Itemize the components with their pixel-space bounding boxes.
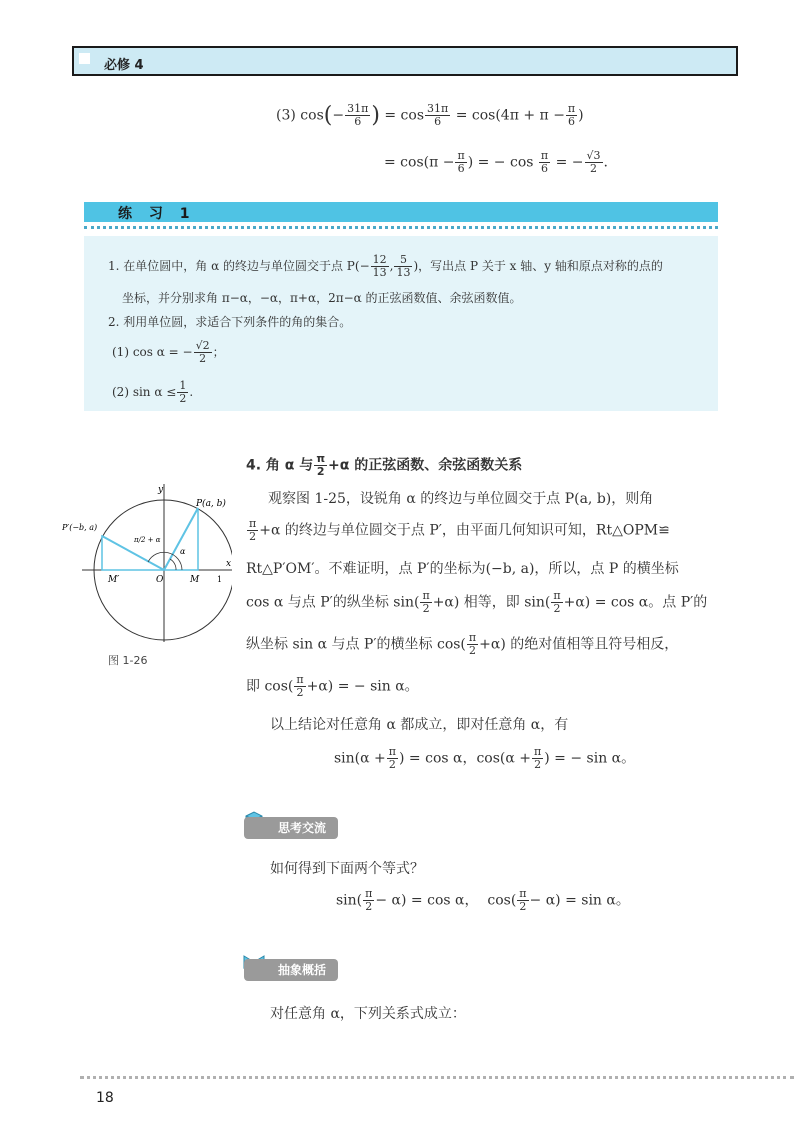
- frac-den: 2: [553, 602, 561, 615]
- think-question: 如何得到下面两个等式？: [270, 861, 424, 877]
- frac-num: π: [316, 452, 326, 465]
- q1-text: 1. 在单位圆中，角 α 的终边与单位圆交于点 P(−: [108, 259, 370, 273]
- frac-num: 12: [372, 253, 387, 266]
- label-one: 1: [217, 575, 223, 584]
- frac-den: 2: [365, 900, 373, 913]
- label-M: M: [190, 575, 200, 585]
- frac-num: π: [457, 149, 465, 162]
- frac-num: 31π: [427, 102, 449, 115]
- label-alpha: α: [180, 547, 186, 556]
- label-angle: π/2 + α: [134, 536, 161, 544]
- frac-num: π: [468, 631, 477, 644]
- q2-text: (2) sin α ≤: [112, 385, 177, 399]
- unit-circle-figure: [62, 482, 232, 642]
- frac-num: π: [540, 149, 549, 162]
- period: .: [603, 154, 608, 171]
- label-x: x: [226, 559, 232, 569]
- frac-den: 2: [249, 530, 257, 543]
- para-text: +α) = − sin α。: [306, 678, 419, 695]
- example-label: (3): [276, 107, 296, 124]
- frac-num: π: [388, 745, 397, 758]
- close-paren: ): [578, 107, 584, 124]
- punct: .: [189, 385, 194, 399]
- frac-num: √3: [586, 149, 601, 162]
- q1-text: )，写出点 P 关于 x 轴、y 轴和原点对称的点的: [413, 259, 663, 273]
- paren: ): [371, 103, 380, 128]
- frac-num: 5: [394, 254, 412, 267]
- fraction: [420, 590, 431, 615]
- frac-den: 2: [519, 900, 527, 913]
- para-text: cos α 与点 P′的纵坐标 sin(: [246, 594, 420, 611]
- example-mid: = cos: [384, 107, 425, 124]
- para-line-2: [246, 518, 670, 543]
- para-line-4: [246, 590, 707, 615]
- fraction: [177, 380, 188, 405]
- example-part: = −: [555, 154, 584, 171]
- title-text: 4. 角 α 与: [246, 457, 314, 474]
- exercise-q1-line1: [108, 254, 663, 279]
- fraction: [517, 888, 528, 913]
- fraction: [425, 103, 450, 128]
- fraction: [314, 453, 327, 478]
- figure-caption: 图 1-26: [108, 654, 148, 667]
- exercise-q2: 2. 利用单位圆，求适合下列条件的角的集合。: [108, 315, 352, 329]
- example-line-2: [384, 150, 608, 175]
- para-text: +α) = cos α。点 P′的: [563, 594, 708, 611]
- frac-den: 2: [179, 392, 187, 405]
- para-text: +α 的终边与单位圆交于点 P′，由平面几何知识可知，Rt△OPM≌: [259, 522, 670, 539]
- para-line-7: 以上结论对任意角 α 都成立，即对任意角 α，有: [270, 717, 569, 733]
- summary-badge: 抽象概括: [244, 959, 338, 981]
- exercise-title: 练 习 1: [118, 206, 196, 222]
- para-text: 即 cos(: [246, 678, 294, 695]
- summary-text: 对任意角 α，下列关系式成立：: [270, 1006, 466, 1022]
- exercise-dotted-divider: [84, 226, 718, 229]
- frac-num: π: [567, 102, 576, 115]
- frac-num: √2: [195, 339, 210, 352]
- exercise-q2-2: [112, 380, 193, 405]
- frac-den: 2: [422, 602, 430, 615]
- frac-den: 2: [534, 758, 542, 771]
- title-text: +α 的正弦函数、余弦函数关系: [328, 457, 523, 474]
- para-line-5: [246, 632, 678, 657]
- frac-den: 6: [434, 115, 442, 128]
- punct: ；: [212, 345, 225, 359]
- formula-text: ) = cos α，cos(α +: [399, 750, 532, 767]
- formula-line: [334, 746, 635, 771]
- ray-OP: [164, 508, 198, 570]
- frac-num: π: [534, 745, 542, 758]
- exercise-q2-1: [112, 340, 225, 365]
- example-lhs-fn: cos: [300, 107, 324, 124]
- exercise-q1-line2: 坐标，并分别求角 π−α，−α，π+α，2π−α 的正弦函数值、余弦函数值。: [122, 291, 522, 305]
- angle-alpha-arc: [170, 559, 176, 570]
- fraction: [585, 150, 603, 175]
- fraction: [539, 150, 550, 175]
- think-formula: [336, 888, 630, 913]
- frac-den: 6: [541, 162, 549, 175]
- fraction: [247, 518, 258, 543]
- formula-text: ) = − sin α。: [544, 750, 636, 767]
- label-P: P(a, b): [196, 499, 226, 509]
- header-square-icon: [79, 53, 90, 64]
- frac-den: 2: [469, 644, 477, 657]
- separator: ,: [389, 259, 394, 273]
- para-line-6: [246, 674, 419, 699]
- label-M-prime: M′: [108, 575, 120, 585]
- frac-den: 13: [372, 266, 387, 279]
- fraction: [467, 632, 478, 657]
- header-title: 必修 4: [104, 58, 144, 73]
- think-badge: 思考交流: [244, 817, 338, 839]
- fraction: [532, 746, 543, 771]
- fraction: [371, 254, 389, 279]
- section-title: [246, 453, 522, 478]
- frac-num: π: [365, 887, 373, 900]
- fraction: [294, 674, 305, 699]
- fraction: [551, 590, 562, 615]
- example-part: ) = − cos: [467, 154, 534, 171]
- frac-den: 2: [388, 758, 396, 771]
- frac-num: 1: [179, 379, 187, 392]
- para-line-3: Rt△P′OM′。不难证明，点 P′的坐标为(−b, a)，所以，点 P 的横坐标: [246, 561, 679, 577]
- q2-text: (1) cos α = −: [112, 345, 193, 359]
- page-header-bar: [72, 46, 738, 76]
- fraction: [387, 746, 398, 771]
- frac-den: 2: [590, 162, 598, 175]
- fraction: [363, 888, 374, 913]
- frac-den: 6: [457, 162, 465, 175]
- footer-dotted-divider: [80, 1076, 794, 1079]
- frac-den: 6: [568, 115, 576, 128]
- example-line-1: (3) cos(− $\frac{31\pi}{6}$ ) = cos $\frac{31\pi}{6}$ = cos(4π + π − $\frac{\pi}{6}$ ): [276, 102, 584, 128]
- frac-num: π: [519, 887, 527, 900]
- fraction: [194, 340, 212, 365]
- frac-num: π: [249, 517, 257, 530]
- frac-den: 6: [354, 115, 362, 128]
- fraction: [394, 254, 412, 279]
- frac-num: 31π: [347, 102, 369, 115]
- formula-text: cos(: [487, 892, 517, 909]
- frac-num: π: [553, 589, 561, 602]
- fraction: [566, 103, 577, 128]
- frac-den: 2: [296, 686, 304, 699]
- fraction: [455, 150, 466, 175]
- frac-den: 2: [199, 352, 207, 365]
- formula-text: − α) = cos α，: [375, 892, 479, 909]
- fraction: [345, 103, 370, 128]
- para-text: +α) 的绝对值相等且符号相反，: [479, 636, 679, 653]
- frac-num: π: [296, 673, 304, 686]
- para-text: +α) 相等，即 sin(: [432, 594, 551, 611]
- example-rhs: = cos(4π + π −: [455, 107, 565, 124]
- para-text: 纵坐标 sin α 与点 P′的横坐标 cos(: [246, 636, 466, 653]
- frac-den: 2: [316, 465, 325, 478]
- frac-num: π: [422, 589, 430, 602]
- label-P-prime: P′(−b, a): [62, 523, 98, 532]
- label-y: y: [158, 485, 164, 495]
- formula-text: sin(: [336, 892, 363, 909]
- paren: (: [323, 103, 333, 128]
- formula-text: sin(α +: [334, 750, 386, 767]
- frac-den: 13: [396, 266, 411, 279]
- page-number: 18: [96, 1090, 114, 1106]
- para-line-1: 观察图 1-25，设锐角 α 的终边与单位圆交于点 P(a, b)，则角: [268, 491, 654, 507]
- formula-text: − α) = sin α。: [529, 892, 630, 909]
- label-O: O: [156, 575, 164, 585]
- example-part: = cos(π −: [384, 154, 455, 171]
